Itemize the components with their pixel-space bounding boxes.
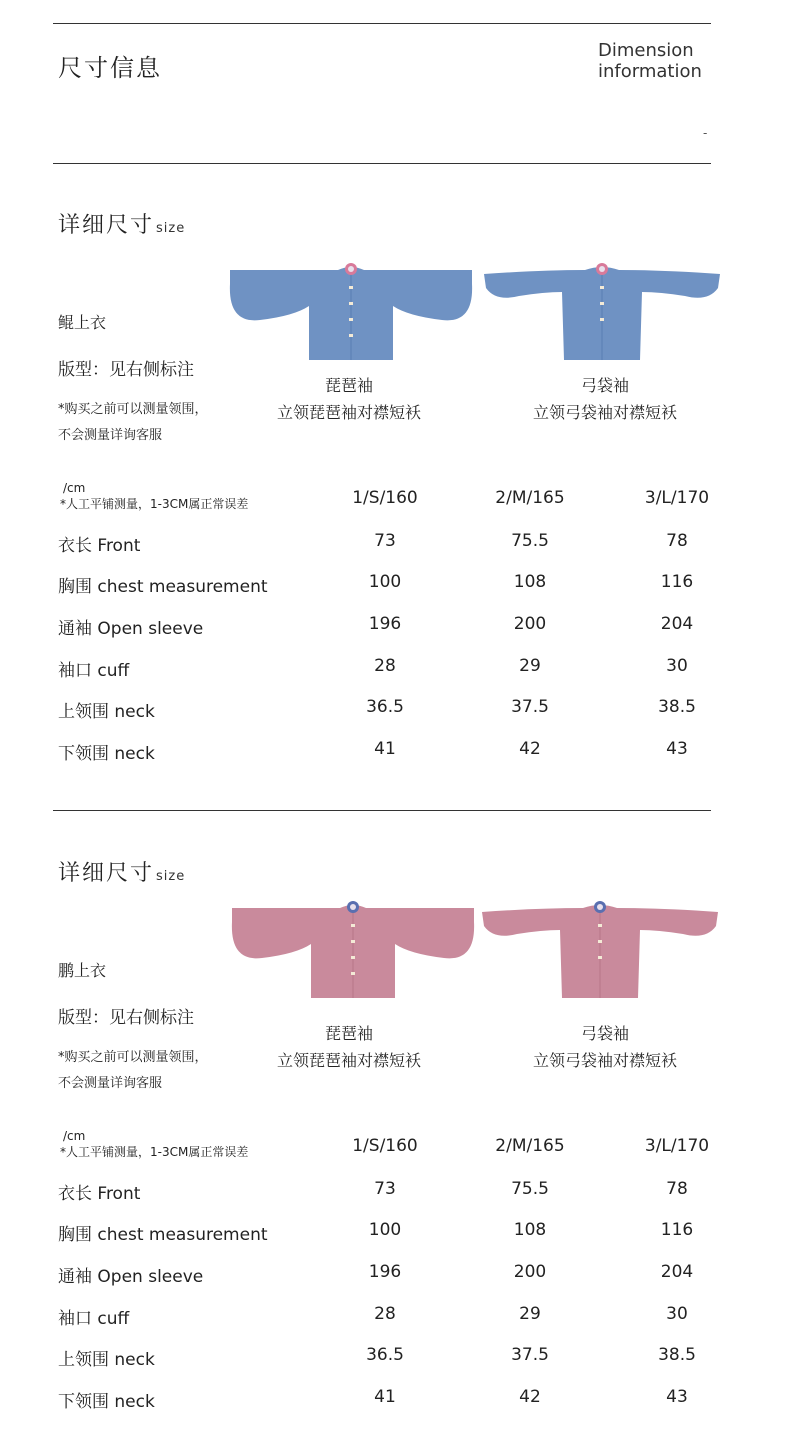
table-cell: 78 bbox=[666, 1179, 688, 1199]
table-cell: 30 bbox=[666, 656, 688, 676]
size-header: 1/S/160 bbox=[352, 488, 418, 508]
garment-image-gongdai-sleeve bbox=[480, 262, 724, 366]
table-cell: 29 bbox=[519, 1304, 541, 1324]
table-cell: 37.5 bbox=[511, 1345, 549, 1365]
style-caption-pipa bbox=[239, 372, 459, 426]
garment-image-pipa-sleeve bbox=[230, 900, 476, 1004]
garment-name: 鹏上衣 bbox=[58, 961, 107, 980]
unit-label: /cm bbox=[63, 1129, 86, 1143]
buy-note-line2: 不会测量详询客服 bbox=[58, 1076, 163, 1091]
table-cell: 100 bbox=[368, 1220, 402, 1240]
table-cell: 116 bbox=[660, 1220, 694, 1240]
style-caption-pipa bbox=[239, 1020, 459, 1074]
table-cell: 38.5 bbox=[658, 697, 696, 717]
fit-note: 版型：见右侧标注 bbox=[58, 1008, 194, 1028]
header-dash: - bbox=[703, 126, 708, 140]
table-cell: 42 bbox=[519, 1387, 541, 1407]
buy-note-line1: *购买之前可以测量领围， bbox=[58, 402, 208, 417]
table-cell: 28 bbox=[374, 656, 396, 676]
table-cell: 75.5 bbox=[511, 1179, 549, 1199]
table-cell: 43 bbox=[666, 739, 688, 759]
table-cell: 108 bbox=[513, 1220, 547, 1240]
style-desc: 立领弓袋袖对襟短袄 bbox=[532, 403, 677, 422]
garment-image-gongdai-sleeve bbox=[478, 900, 722, 1004]
style-caption-gongdai bbox=[495, 372, 715, 426]
row-label: 下领围 neck bbox=[58, 744, 155, 764]
measurement-disclaimer: *人工平铺测量，1-3CM属正常误差 bbox=[60, 497, 249, 511]
size-header: 3/L/170 bbox=[644, 488, 710, 508]
jacket-gongdai-illustration bbox=[478, 900, 722, 1004]
page-title-en bbox=[598, 40, 702, 82]
table-cell: 43 bbox=[666, 1387, 688, 1407]
table-cell: 196 bbox=[368, 614, 402, 634]
garment-name: 鲲上衣 bbox=[58, 313, 107, 332]
table-cell: 116 bbox=[660, 572, 694, 592]
table-cell: 38.5 bbox=[658, 1345, 696, 1365]
row-label: 衣长 Front bbox=[58, 536, 141, 556]
section-divider bbox=[53, 810, 711, 811]
jacket-gongdai-illustration bbox=[480, 262, 724, 366]
buy-note-line2: 不会测量详询客服 bbox=[58, 428, 163, 443]
row-label: 衣长 Front bbox=[58, 1184, 141, 1204]
row-label: 胸围 chest measurement bbox=[58, 577, 268, 597]
table-cell: 28 bbox=[374, 1304, 396, 1324]
table-cell: 41 bbox=[374, 739, 396, 759]
table-cell: 37.5 bbox=[511, 697, 549, 717]
size-header: 2/M/165 bbox=[495, 488, 565, 508]
buy-note bbox=[58, 397, 248, 449]
table-cell: 73 bbox=[374, 1179, 396, 1199]
style-name: 弓袋袖 bbox=[580, 376, 629, 395]
table-cell: 36.5 bbox=[366, 697, 404, 717]
table-cell: 78 bbox=[666, 531, 688, 551]
style-name: 弓袋袖 bbox=[580, 1024, 629, 1043]
buy-note-line1: *购买之前可以测量领围， bbox=[58, 1050, 208, 1065]
section-title-sub: size bbox=[156, 869, 186, 884]
table-cell: 204 bbox=[660, 1262, 694, 1282]
table-cell: 200 bbox=[513, 1262, 547, 1282]
style-name: 琵琶袖 bbox=[324, 1024, 373, 1043]
section-title bbox=[58, 856, 185, 887]
jacket-pipa-illustration bbox=[230, 900, 476, 1004]
table-cell: 204 bbox=[660, 614, 694, 634]
size-header: 3/L/170 bbox=[644, 1136, 710, 1156]
page-title-en-line1: Dimension bbox=[598, 40, 694, 61]
style-name: 琵琶袖 bbox=[324, 376, 373, 395]
row-label: 上领围 neck bbox=[58, 1350, 155, 1370]
row-label: 袖口 cuff bbox=[58, 661, 130, 681]
table-cell: 75.5 bbox=[511, 531, 549, 551]
section-title-text: 详细尺寸 bbox=[58, 861, 155, 886]
row-label: 下领围 neck bbox=[58, 1392, 155, 1412]
top-divider bbox=[53, 23, 711, 24]
row-label: 通袖 Open sleeve bbox=[58, 619, 204, 639]
jacket-pipa-illustration bbox=[228, 262, 474, 366]
buy-note bbox=[58, 1045, 248, 1097]
page-title: 尺寸信息 bbox=[58, 54, 162, 82]
table-cell: 108 bbox=[513, 572, 547, 592]
section-title-sub: size bbox=[156, 221, 186, 236]
section-title-text: 详细尺寸 bbox=[58, 213, 155, 238]
style-caption-gongdai bbox=[495, 1020, 715, 1074]
style-desc: 立领琵琶袖对襟短袄 bbox=[276, 403, 421, 422]
size-header: 2/M/165 bbox=[495, 1136, 565, 1156]
table-cell: 73 bbox=[374, 531, 396, 551]
header-divider bbox=[53, 163, 711, 164]
table-cell: 200 bbox=[513, 614, 547, 634]
measurement-disclaimer: *人工平铺测量，1-3CM属正常误差 bbox=[60, 1145, 249, 1159]
style-desc: 立领弓袋袖对襟短袄 bbox=[532, 1051, 677, 1070]
row-label: 通袖 Open sleeve bbox=[58, 1267, 204, 1287]
row-label: 袖口 cuff bbox=[58, 1309, 130, 1329]
table-cell: 42 bbox=[519, 739, 541, 759]
table-cell: 196 bbox=[368, 1262, 402, 1282]
table-cell: 30 bbox=[666, 1304, 688, 1324]
fit-note: 版型：见右侧标注 bbox=[58, 360, 194, 380]
table-cell: 29 bbox=[519, 656, 541, 676]
page-title-en-line2: information bbox=[598, 61, 702, 82]
row-label: 胸围 chest measurement bbox=[58, 1225, 268, 1245]
table-cell: 36.5 bbox=[366, 1345, 404, 1365]
row-label: 上领围 neck bbox=[58, 702, 155, 722]
garment-image-pipa-sleeve bbox=[228, 262, 474, 366]
style-desc: 立领琵琶袖对襟短袄 bbox=[276, 1051, 421, 1070]
table-cell: 100 bbox=[368, 572, 402, 592]
table-cell: 41 bbox=[374, 1387, 396, 1407]
size-header: 1/S/160 bbox=[352, 1136, 418, 1156]
unit-label: /cm bbox=[63, 481, 86, 495]
section-title bbox=[58, 208, 185, 239]
